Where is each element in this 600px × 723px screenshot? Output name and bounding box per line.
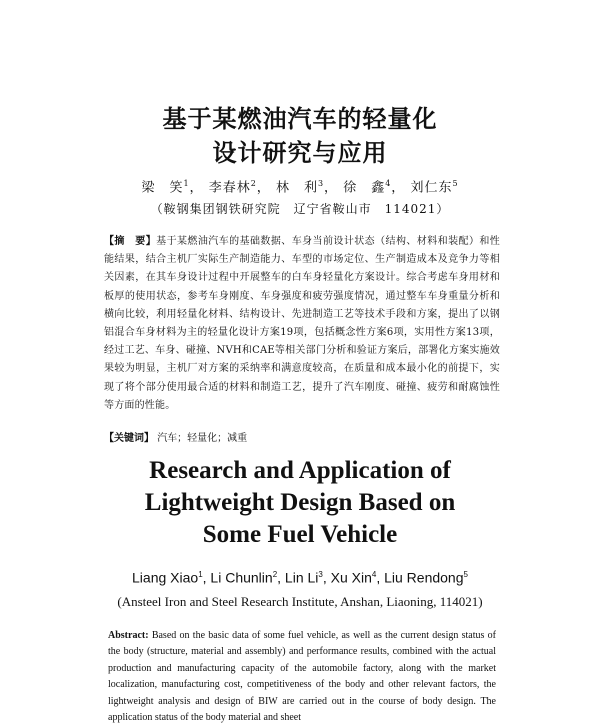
english-authors: Liang Xiao$^1$, Li Chunlin$^2$, Lin Li$^3$, Xu Xin$^4$, Liu Rendong$^5$: [132, 569, 468, 586]
chinese-abstract-text: 基于某燃油汽车的基础数据、车身当前设计状态（结构、材料和装配）和性能结果，结合主机厂实际生产制造能力、车型的市场定位、生产制造成本及竞争力等相关因素，在其车身设计过程中开展整车的白车身轻量化方案设计。综合考虑车身用材和板厚的使用状态，参考车身刚度、车身强度和疲劳强度情况，通过整车车身重量分析和横向比较，利用轻量化材料、结构设计、先进制造工艺等技术手段和方案，提出了以钢铝混合车身材料为主的轻量化设计方案19项，包括概念性方案6项，实用性方案13项，经过工艺、车身、碰撞、NVH和CAE等相关部门分析和验证方案后，部署化方案实施效果较为明显，主机厂对方案的采纳率和满意度较高，在质量和成本最小化的前提下，实现了将个部分使用最合适的材料和制造工艺，提升了汽车刚度、碰撞、疲劳和耐腐蚀性等方面的性能。: [104, 236, 500, 411]
author-affil-mark: 4: [385, 179, 392, 188]
chinese-keywords-label: 【关键词】: [104, 433, 154, 444]
author-name: Xu Xin: [330, 569, 372, 586]
english-affiliation: (Ansteel Iron and Steel Research Institute, Anshan, Liaoning, 114021): [117, 594, 483, 609]
english-title-line-2: Lightweight Design Based on: [144, 489, 456, 516]
author-affil-mark: 1: [198, 570, 203, 579]
author-affil-mark: 1: [183, 179, 190, 188]
english-abstract-text: Based on the basic data of some fuel vehicle, as well as the current design status of the body (structure, material and assembly) and performance results, combined with the actual production and manufacturing capacity of the automobile factory, along with the market localization, manufacturing cost, competitiveness of the body and other relevant factors, the lightweight analysis and design of BIW are carried out in the course of body design. The application status of the body material and sheet: [108, 630, 496, 723]
author-name: Liu Rendong: [384, 569, 464, 586]
chinese-abstract: [104, 233, 500, 415]
english-title-line-3: Some Fuel Vehicle: [202, 521, 398, 548]
chinese-title-line-1: 基于某燃油汽车的轻量化: [162, 105, 438, 133]
author-name: Liang Xiao: [132, 569, 199, 586]
author-affil-mark: 4: [371, 570, 377, 579]
chinese-abstract-label: 【摘 要】: [104, 236, 157, 247]
author-affil-mark: 5: [463, 570, 468, 579]
author-name: 林 利: [275, 180, 318, 196]
author-affil-mark: 2: [272, 570, 278, 579]
author-name: 刘仁东: [410, 180, 453, 196]
chinese-keywords: [104, 431, 500, 447]
author-name: 李春林: [208, 180, 251, 196]
author-affil-mark: 3: [318, 570, 323, 579]
chinese-keywords-text: 汽车；轻量化；减重: [157, 433, 248, 444]
author-name: Li Chunlin: [210, 569, 273, 586]
author-affil-mark: 5: [452, 179, 459, 188]
chinese-title: [0, 102, 600, 170]
author-name: 徐 鑫: [343, 180, 386, 196]
english-abstract: [108, 628, 496, 723]
english-title: [0, 455, 600, 551]
english-title-line-1: Research and Application of: [149, 457, 451, 484]
chinese-title-line-2: 设计研究与应用: [212, 139, 388, 167]
author-affil-mark: 3: [317, 179, 325, 188]
chinese-affiliation: （鞍钢集团钢铁研究院 辽宁省鞍山市 114021）: [150, 202, 450, 216]
author-name: Lin Li: [284, 569, 319, 586]
author-name: 梁 笑: [141, 180, 184, 196]
author-affil-mark: 2: [250, 179, 257, 188]
chinese-authors: 梁 笑$^1$， 李春林$^2$， 林 利$^3$， 徐 鑫$^4$， 刘仁东$^5$: [141, 179, 459, 196]
english-abstract-label: Abstract:: [108, 630, 149, 641]
